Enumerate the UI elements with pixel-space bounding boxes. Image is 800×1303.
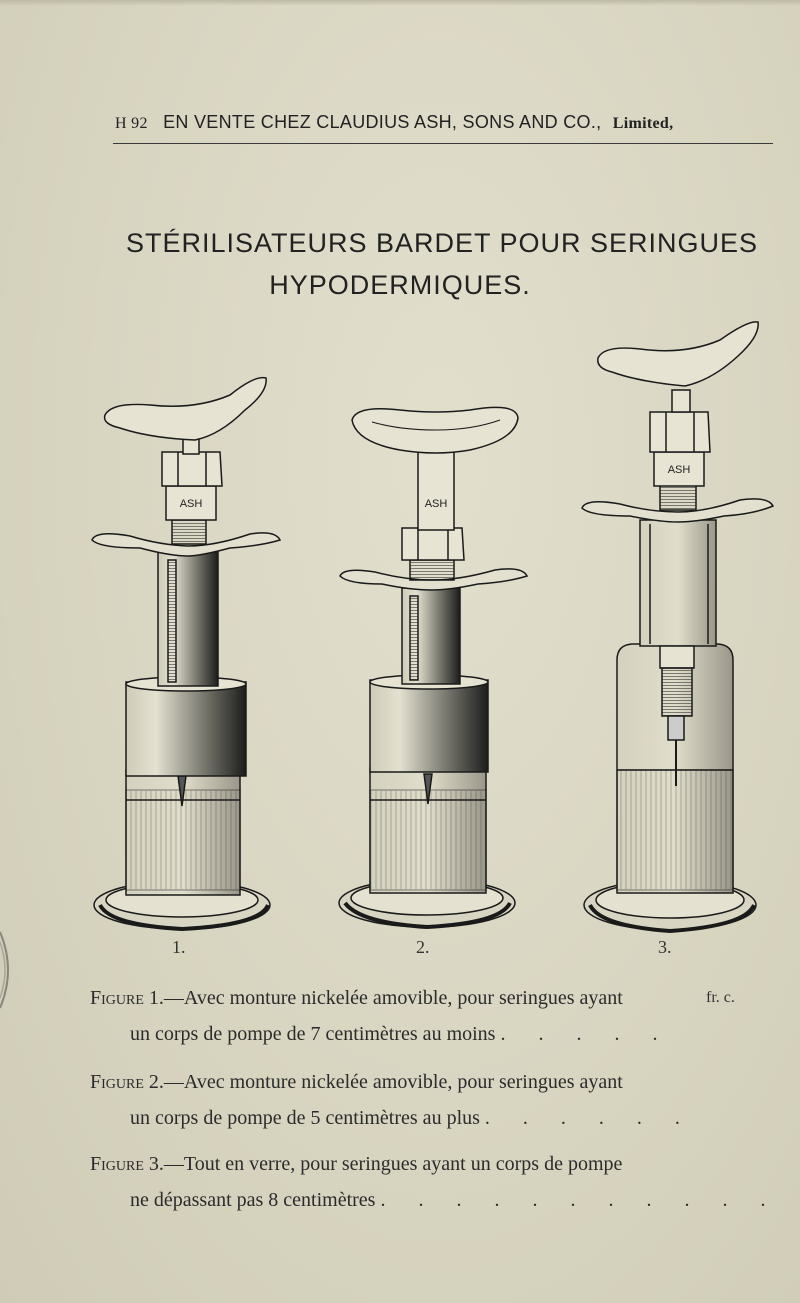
figure-2-description	[90, 1064, 694, 1136]
publisher-line: EN VENTE CHEZ CLAUDIUS ASH, SONS AND CO.,	[163, 112, 602, 132]
figure-3-label: 3.	[658, 937, 672, 957]
page-top-shadow	[0, 0, 800, 6]
page-title-line2: HYPODERMIQUES.	[269, 270, 531, 300]
figure-2-sterilizer	[339, 407, 527, 927]
dot-leader: . . . . .	[500, 1023, 672, 1045]
page-title-line1: STÉRILISATEURS BARDET POUR SERINGUES	[125, 228, 759, 258]
entry-line2: un corps de pompe de 5 centimètres au plus	[130, 1107, 480, 1129]
header-rule	[113, 143, 773, 144]
figure-1-engraving: ASH	[179, 498, 203, 510]
page-edge-fold	[0, 930, 22, 1010]
entry-line1: 1.—Avec monture nickelée amovible, pour seringues ayant	[148, 987, 623, 1009]
figure-1-sterilizer	[92, 378, 280, 929]
entry-line2: un corps de pompe de 7 centimètres au moins	[130, 1023, 496, 1045]
figure-2-label: 2.	[416, 937, 430, 957]
entry-line1: 3.—Tout en verre, pour seringues ayant un corps de pompe	[148, 1153, 623, 1175]
dot-leader: . . . . . .	[484, 1107, 694, 1129]
publisher-suffix: Limited,	[612, 115, 674, 132]
figure-1-label: 1.	[172, 937, 186, 957]
figure-3-description	[90, 1146, 780, 1218]
figure-3-engraving: ASH	[667, 464, 691, 476]
page-number: H 92	[115, 115, 148, 132]
page-header	[115, 112, 775, 133]
sterilizer-illustrations	[0, 310, 800, 960]
figure-word: Figure	[90, 1071, 144, 1093]
figure-word: Figure	[90, 1153, 144, 1175]
figure-3-sterilizer	[582, 322, 773, 931]
dot-leader: . . . . . . . . . . .	[380, 1189, 780, 1211]
figure-1-description	[90, 980, 690, 1052]
figure-word: Figure	[90, 987, 144, 1009]
entry-line2: ne dépassant pas 8 centimètres	[130, 1189, 376, 1211]
price-column-header: fr. c.	[706, 989, 735, 1006]
figure-2-engraving: ASH	[424, 498, 448, 510]
entry-line1: 2.—Avec monture nickelée amovible, pour seringues ayant	[148, 1071, 623, 1093]
